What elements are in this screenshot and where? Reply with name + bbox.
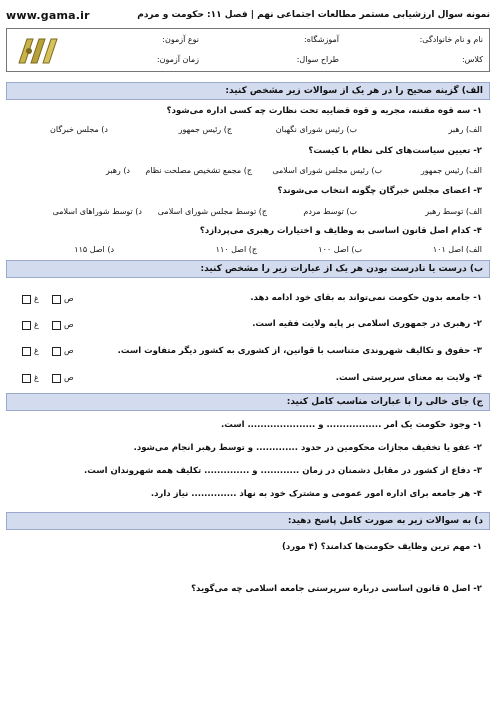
section-d-header: د) به سوالات زیر به صورت کامل پاسخ دهید:	[6, 512, 490, 530]
option-a3-3[interactable]: ج) توسط مجلس شورای اسلامی	[157, 207, 267, 216]
designer-label: طراح سوال:	[296, 55, 339, 64]
true-checkbox[interactable]	[52, 374, 61, 383]
fill-blank-3: ۳- دفاع از کشور در مقابل دشمنان در زمان ............ و .............. تکلیف همه شهروندان است.	[84, 466, 482, 476]
option-a2-3[interactable]: ج) مجمع تشخیص مصلحت نظام	[145, 166, 252, 175]
option-a4-3[interactable]: ج) اصل ۱۱۰	[215, 245, 257, 254]
tf-statement-1: ۱- جامعه بدون حکومت نمی‌تواند به بقای خود ادامه دهد.	[250, 293, 482, 303]
option-a4-1[interactable]: الف) اصل ۱۰۱	[432, 245, 482, 254]
option-a4-4[interactable]: د) اصل ۱۱۵	[74, 245, 114, 254]
fill-blank-4: ۴- هر جامعه برای اداره امور عمومی و مشترک خود به نهاد .............. نیاز دارد.	[150, 489, 482, 499]
false-checkbox[interactable]	[22, 321, 31, 330]
fill-blank-1: ۱- وجود حکومت یک امر ................. و ..................... است.	[220, 420, 482, 430]
question-a2: ۲- تعیین سیاست‌های کلی نظام با کیست؟	[308, 146, 482, 156]
question-a4: ۴- کدام اصل قانون اساسی به وظایف و اختیارات رهبری می‌پردازد؟	[199, 226, 482, 236]
option-a2-1[interactable]: الف) رئیس جمهور	[420, 166, 482, 175]
options-a1	[18, 125, 482, 137]
true-label: ص	[64, 320, 74, 329]
class-label: کلاس:	[461, 55, 483, 64]
top-bar	[6, 4, 490, 26]
true-checkbox[interactable]	[52, 347, 61, 356]
tf-statement-3: ۳- حقوق و تکالیف شهروندی متناسب با قوانین، از کشوری به کشور دیگر متفاوت است.	[117, 346, 482, 356]
essay-question-1: ۱- مهم ترین وظایف حکومت‌ها کدامند؟ (۴ مورد)	[281, 542, 482, 552]
section-c-header: ج) جای خالی را با عبارات مناسب کامل کنید:	[6, 393, 490, 411]
section-b-header: ب) درست یا نادرست بودن هر یک از عبارات زیر را مشخص کنید:	[6, 260, 490, 278]
false-label: غ	[34, 346, 39, 355]
option-a1-4[interactable]: د) مجلس خبرگان	[50, 125, 108, 134]
section-a-header: الف) گزینه صحیح را در هر یک از سوالات زیر مشخص کنید:	[6, 82, 490, 100]
info-row-2	[7, 53, 489, 68]
tf-answer-2	[22, 320, 72, 332]
info-row-1	[7, 33, 489, 48]
tf-statement-2: ۲- رهبری در جمهوری اسلامی بر پایه ولایت فقیه است.	[252, 319, 482, 329]
fill-blank-2: ۲- عفو یا تخفیف مجازات محکومین در حدود ............. و توسط رهبر انجام می‌شود.	[133, 443, 482, 453]
false-checkbox[interactable]	[22, 374, 31, 383]
exam-time-label: زمان آزمون:	[156, 55, 199, 64]
student-info-box	[6, 28, 490, 72]
true-checkbox[interactable]	[52, 321, 61, 330]
option-a3-2[interactable]: ب) توسط مردم	[303, 207, 357, 216]
false-label: غ	[34, 373, 39, 382]
option-a1-3[interactable]: ج) رئیس جمهور	[178, 125, 232, 134]
option-a1-1[interactable]: الف) رهبر	[448, 125, 482, 134]
document-title: نمونه سوال ارزشیابی مستمر مطالعات اجتماعی نهم | فصل ۱۱: حکومت و مردم	[137, 10, 490, 20]
option-a1-2[interactable]: ب) رئیس شورای نگهبان	[275, 125, 357, 134]
false-label: غ	[34, 294, 39, 303]
false-checkbox[interactable]	[22, 295, 31, 304]
tf-answer-4	[22, 373, 72, 385]
question-a1: ۱- سه قوه مقننه، مجریه و قوه قضاییه تحت نظارت چه کسی اداره می‌شود؟	[166, 106, 482, 116]
true-checkbox[interactable]	[52, 295, 61, 304]
school-label: آموزشگاه:	[304, 35, 339, 44]
option-a3-4[interactable]: د) توسط شوراهای اسلامی	[52, 207, 142, 216]
exam-type-label: نوع آزمون:	[162, 35, 199, 44]
question-a3: ۳- اعضای مجلس خبرگان چگونه انتخاب می‌شوند؟	[277, 186, 482, 196]
true-label: ص	[64, 373, 74, 382]
option-a4-2[interactable]: ب) اصل ۱۰۰	[318, 245, 362, 254]
tf-statement-4: ۴- ولایت به معنای سرپرستی است.	[335, 373, 482, 383]
options-a3	[18, 207, 482, 219]
options-a2	[18, 166, 482, 178]
tf-answer-3	[22, 346, 72, 358]
tf-answer-1	[22, 294, 72, 306]
site-url[interactable]: www.gama.ir	[6, 8, 90, 22]
false-label: غ	[34, 320, 39, 329]
gama-logo-icon	[15, 33, 59, 67]
options-a4	[18, 245, 482, 257]
option-a2-4[interactable]: د) رهبر	[105, 166, 130, 175]
essay-question-2: ۲- اصل ۵ قانون اساسی درباره سرپرستی جامعه اسلامی چه می‌گوید؟	[191, 584, 482, 594]
option-a2-2[interactable]: ب) رئیس مجلس شورای اسلامی	[272, 166, 382, 175]
option-a3-1[interactable]: الف) توسط رهبر	[425, 207, 482, 216]
name-label: نام و نام خانوادگی:	[419, 35, 483, 44]
false-checkbox[interactable]	[22, 347, 31, 356]
true-label: ص	[64, 346, 74, 355]
true-label: ص	[64, 294, 74, 303]
